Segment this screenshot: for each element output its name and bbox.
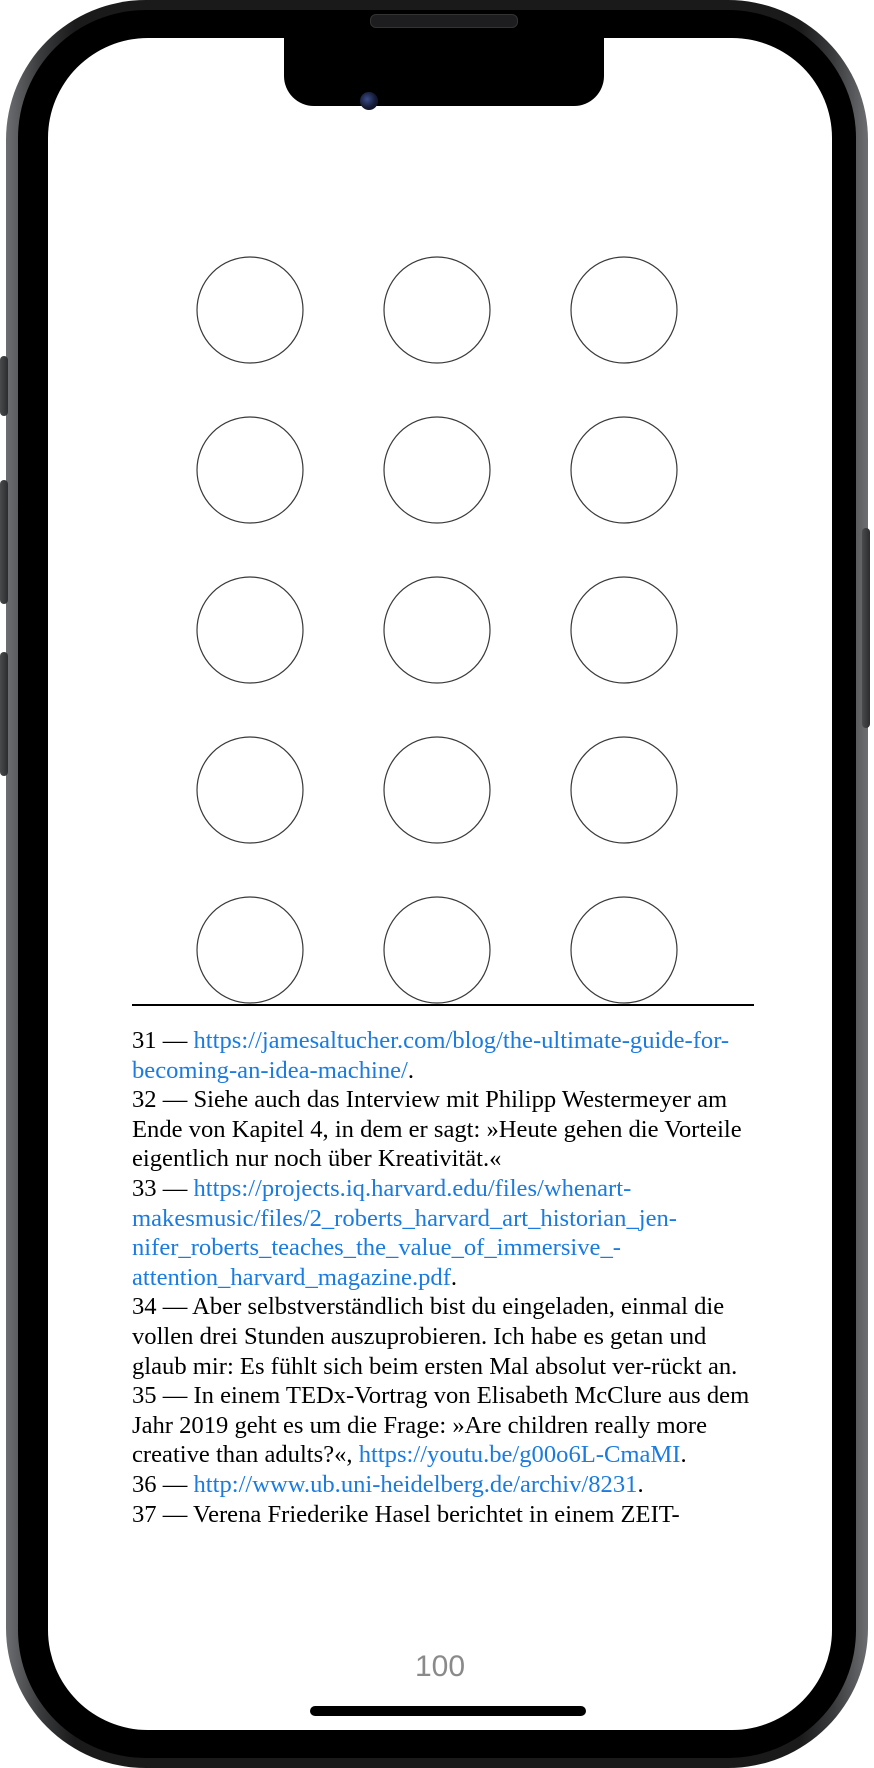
footnote-33 [132, 1174, 754, 1292]
grid-circle-r4-c3 [571, 737, 677, 843]
power-button [862, 528, 870, 728]
grid-circle-r3-c1 [197, 577, 303, 683]
footnote-text: . [680, 1441, 687, 1469]
page-number: 100 [414, 1650, 466, 1683]
footnote-34 [132, 1292, 754, 1381]
footnote-number: 35 [132, 1382, 157, 1410]
grid-circle-r1-c2 [384, 257, 490, 363]
grid-circle-r1-c1 [197, 257, 303, 363]
footnote-number: 34 [132, 1293, 157, 1321]
grid-circle-r5-c1 [197, 897, 303, 1003]
grid-circle-r2-c1 [197, 417, 303, 523]
footnote-text: In einem TEDx-Vortrag von Elisabeth McClure aus dem Jahr 2019 geht es um die Frage: »Are children really more creative than adults?«, [132, 1382, 750, 1469]
earpiece-speaker [370, 14, 518, 28]
phone-frame [6, 0, 868, 1768]
footnote-31 [132, 1026, 754, 1085]
grid-circle-r2-c3 [571, 417, 677, 523]
footnote-dash: — [156, 1382, 194, 1410]
circle-grid-svg [196, 220, 716, 1020]
grid-circle-r5-c2 [384, 897, 490, 1003]
footnote-number: 37 [132, 1500, 157, 1528]
footnote-35 [132, 1381, 754, 1470]
screen[interactable] [48, 38, 832, 1730]
footnotes [132, 1026, 754, 1529]
footnote-dash: — [156, 1470, 194, 1498]
grid-circle-r4-c2 [384, 737, 490, 843]
grid-circle-r3-c3 [571, 577, 677, 683]
notch [284, 38, 604, 106]
footnote-link[interactable]: https://jamesaltucher.com/blog/the-ultimate-guide-for-becoming-an-idea-machine/ [132, 1027, 730, 1084]
circle-grid-figure [196, 220, 716, 1020]
volume-up-button [0, 480, 8, 604]
footnote-link[interactable]: https://projects.iq.harvard.edu/files/whenart-makesmusic/files/2_roberts_harvard_art_historian_jen-nifer_roberts_teaches_the_value_of_immersive_-attention_harvard_magazine.pdf [132, 1174, 678, 1291]
footnote-text: . [407, 1056, 415, 1084]
footnote-link[interactable]: http://www.ub.uni-heidelberg.de/archiv/8231 [193, 1470, 638, 1498]
footnote-32 [132, 1085, 754, 1174]
footnote-dash: — [156, 1293, 193, 1321]
home-indicator[interactable] [310, 1706, 586, 1716]
footnote-number: 33 [132, 1174, 157, 1202]
footnote-separator-line [132, 1004, 754, 1006]
grid-circle-r4-c1 [197, 737, 303, 843]
footnote-36 [132, 1470, 754, 1500]
volume-down-button [0, 652, 8, 776]
footnote-37 [132, 1500, 754, 1530]
footnote-dash: — [156, 1027, 194, 1054]
footnote-dash: — [156, 1500, 194, 1528]
footnote-text: . [637, 1470, 644, 1498]
grid-circle-r5-c3 [571, 897, 677, 1003]
footnote-text: Verena Friederike Hasel berichtet in einem ZEIT- [193, 1500, 680, 1528]
footnote-number: 31 [132, 1027, 157, 1054]
footnote-link[interactable]: https://youtu.be/g00o6L-CmaMI [358, 1441, 681, 1469]
grid-circle-r2-c2 [384, 417, 490, 523]
silent-switch [0, 356, 8, 416]
footnote-number: 36 [132, 1470, 157, 1498]
footnote-number: 32 [132, 1086, 157, 1114]
footnote-text: Siehe auch das Interview mit Philipp Westermeyer am Ende von Kapitel 4, in dem er sagt: »Heute gehen die Vorteile eigentlich nur noch über Kreativität.« [132, 1086, 742, 1173]
footnote-dash: — [156, 1174, 194, 1202]
footnote-text: Aber selbstverständlich bist du eingeladen, einmal die vollen drei Stunden auszuprobieren. Ich habe es getan und glaub mir: Es fühlt sich beim ersten Mal absolut ver-rückt an. [132, 1293, 738, 1380]
camera-icon [360, 92, 378, 110]
grid-circle-r3-c2 [384, 577, 490, 683]
footnote-dash: — [156, 1086, 194, 1114]
grid-circle-r1-c3 [571, 257, 677, 363]
footnote-text: . [450, 1263, 458, 1291]
